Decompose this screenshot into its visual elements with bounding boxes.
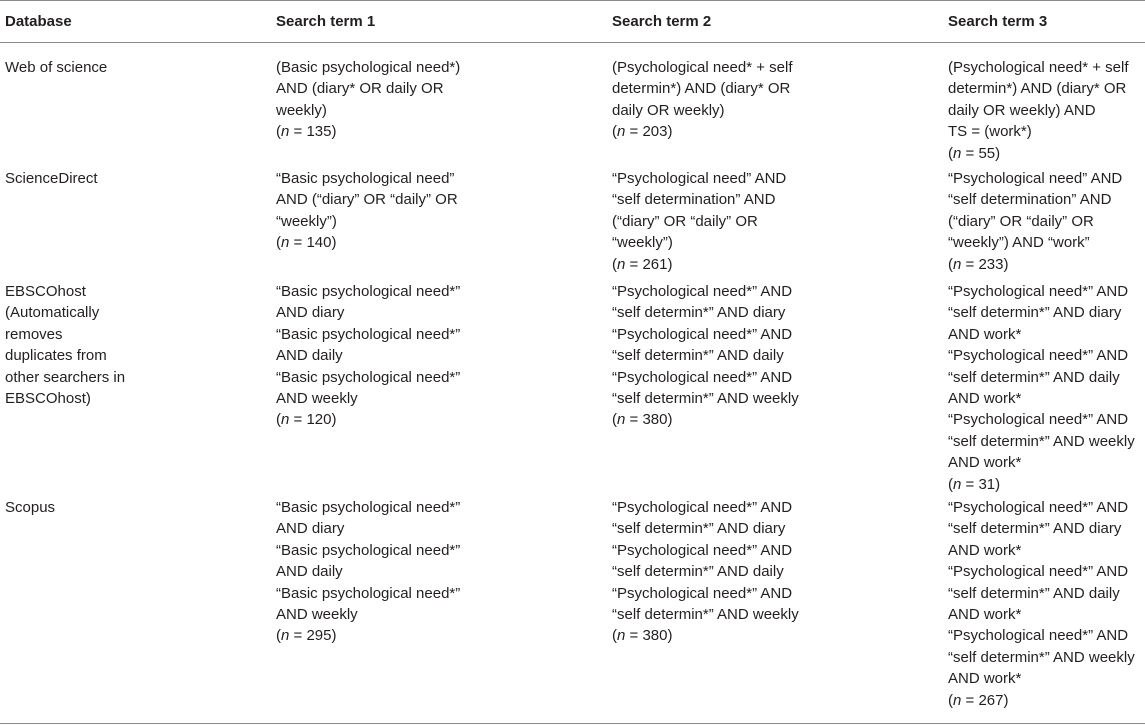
- database-cell: [5, 497, 250, 518]
- cell-text-line: “self determin*” AND weekly: [948, 648, 1135, 666]
- cell-text-line: ScienceDirect: [5, 170, 98, 187]
- n-value: 203: [642, 123, 668, 141]
- search-term-3-cell: [948, 497, 1145, 711]
- record-count: (n = 140): [276, 234, 337, 252]
- cell-text-line: AND work*: [948, 454, 1022, 472]
- record-count: (n = 31): [948, 475, 1001, 493]
- table-top-rule: [0, 0, 1145, 1]
- n-symbol: n: [281, 123, 290, 141]
- n-value: 295: [306, 627, 332, 645]
- n-symbol: n: [953, 475, 962, 493]
- n-value: 233: [978, 255, 1004, 273]
- cell-text-line: Scopus: [5, 499, 56, 516]
- n-symbol: n: [617, 255, 626, 273]
- n-value: 380: [642, 627, 668, 645]
- n-symbol: n: [281, 627, 290, 645]
- record-count: (n = 120): [276, 411, 337, 429]
- cell-text-line: AND daily: [276, 347, 343, 365]
- record-count: (n = 380): [612, 411, 673, 429]
- n-equals: =: [961, 475, 979, 493]
- cell-text-line: “self determin*” AND diary: [612, 520, 786, 538]
- cell-text-line: other searchers in: [5, 368, 126, 386]
- n-equals: =: [961, 691, 979, 709]
- cell-text-line: “Psychological need” AND: [948, 170, 1123, 187]
- header-search-term-3: Search term 3: [948, 13, 1048, 30]
- cell-text-line: (“diary” OR “daily” OR: [948, 212, 1094, 230]
- n-value: 380: [642, 411, 668, 429]
- n-value: 140: [306, 234, 332, 252]
- cell-text-line: (Basic psychological need*): [276, 59, 461, 76]
- search-term-3-cell: [948, 281, 1145, 495]
- n-equals: =: [289, 123, 307, 141]
- cell-text-line: “Basic psychological need*”: [276, 325, 461, 343]
- database-cell: [5, 57, 250, 78]
- cell-text-line: AND work*: [948, 325, 1022, 343]
- cell-text-line: AND work*: [948, 541, 1022, 559]
- cell-text-line: AND (diary* OR daily OR: [276, 80, 444, 98]
- n-symbol: n: [953, 255, 962, 273]
- n-equals: =: [289, 627, 307, 645]
- search-term-3-cell: [948, 57, 1145, 164]
- table-bottom-rule: [0, 723, 1145, 724]
- cell-text-line: “Psychological need*” AND: [948, 563, 1129, 581]
- cell-text-line: “self determination” AND: [612, 191, 776, 209]
- n-value: 31: [978, 475, 996, 493]
- record-count: (n = 135): [276, 123, 337, 141]
- cell-text-line: “Psychological need*” AND: [612, 584, 793, 602]
- n-value: 267: [978, 691, 1004, 709]
- cell-text-line: “Basic psychological need”: [276, 170, 455, 187]
- cell-text-line: “Basic psychological need*”: [276, 499, 461, 516]
- cell-text-line: “Psychological need*” AND: [948, 627, 1129, 645]
- cell-text-line: “Basic psychological need*”: [276, 584, 461, 602]
- cell-text-line: “weekly”) AND “work”: [948, 234, 1090, 252]
- n-symbol: n: [281, 234, 290, 252]
- cell-text-line: AND work*: [948, 670, 1022, 688]
- search-term-1-cell: [276, 57, 596, 143]
- cell-text-line: “Basic psychological need*”: [276, 283, 461, 300]
- cell-text-line: AND weekly: [276, 390, 358, 408]
- cell-text-line: AND diary: [276, 304, 345, 322]
- header-search-term-1: Search term 1: [276, 13, 376, 30]
- cell-text-line: “self determin*” AND daily: [612, 347, 784, 365]
- n-equals: =: [961, 255, 979, 273]
- cell-text-line: “self determin*” AND diary: [948, 520, 1122, 538]
- cell-text-line: TS = (work*): [948, 123, 1032, 141]
- cell-text-line: AND work*: [948, 390, 1022, 408]
- search-term-2-cell: [612, 168, 932, 275]
- cell-text-line: removes: [5, 325, 63, 343]
- cell-text-line: “Psychological need*” AND: [948, 499, 1129, 516]
- cell-text-line: AND work*: [948, 606, 1022, 624]
- cell-text-line: AND weekly: [276, 606, 358, 624]
- cell-text-line: (“diary” OR “daily” OR: [612, 212, 758, 230]
- search-term-2-cell: [612, 57, 932, 143]
- record-count: (n = 203): [612, 123, 673, 141]
- n-symbol: n: [953, 144, 962, 162]
- record-count: (n = 267): [948, 691, 1009, 709]
- cell-text-line: weekly): [276, 101, 327, 119]
- cell-text-line: AND diary: [276, 520, 345, 538]
- header-database: Database: [5, 13, 72, 30]
- n-value: 261: [642, 255, 668, 273]
- cell-text-line: “weekly”): [276, 212, 337, 230]
- cell-text-line: “Psychological need*” AND: [612, 368, 793, 386]
- cell-text-line: “Psychological need*” AND: [948, 347, 1129, 365]
- n-value: 55: [978, 144, 996, 162]
- cell-text-line: “self determin*” AND daily: [948, 368, 1120, 386]
- n-equals: =: [625, 411, 643, 429]
- search-term-1-cell: [276, 281, 596, 431]
- record-count: (n = 295): [276, 627, 337, 645]
- cell-text-line: determin*) AND (diary* OR: [948, 80, 1127, 98]
- n-symbol: n: [953, 691, 962, 709]
- cell-text-line: “Basic psychological need*”: [276, 541, 461, 559]
- cell-text-line: “self determin*” AND daily: [948, 584, 1120, 602]
- header-search-term-2: Search term 2: [612, 13, 712, 30]
- cell-text-line: “Psychological need” AND: [612, 170, 787, 187]
- cell-text-line: “Psychological need*” AND: [612, 283, 793, 300]
- n-equals: =: [625, 255, 643, 273]
- cell-text-line: determin*) AND (diary* OR: [612, 80, 791, 98]
- n-symbol: n: [617, 411, 626, 429]
- cell-text-line: duplicates from: [5, 347, 107, 365]
- n-equals: =: [289, 411, 307, 429]
- cell-text-line: “self determin*” AND diary: [612, 304, 786, 322]
- database-cell: [5, 281, 250, 409]
- table-header-rule: [0, 42, 1145, 43]
- n-equals: =: [625, 627, 643, 645]
- cell-text-line: AND daily: [276, 563, 343, 581]
- cell-text-line: daily OR weekly): [612, 101, 725, 119]
- cell-text-line: (Automatically: [5, 304, 100, 322]
- cell-text-line: EBSCOhost: [5, 283, 86, 300]
- cell-text-line: (Psychological need* + self: [612, 59, 793, 76]
- cell-text-line: “Psychological need*” AND: [612, 499, 793, 516]
- n-equals: =: [961, 144, 979, 162]
- n-symbol: n: [617, 627, 626, 645]
- cell-text-line: “weekly”): [612, 234, 673, 252]
- n-symbol: n: [281, 411, 290, 429]
- cell-text-line: AND (“diary” OR “daily” OR: [276, 191, 458, 209]
- record-count: (n = 233): [948, 255, 1009, 273]
- search-term-2-cell: [612, 281, 932, 431]
- record-count: (n = 55): [948, 144, 1001, 162]
- cell-text-line: “Psychological need*” AND: [948, 411, 1129, 429]
- record-count: (n = 380): [612, 627, 673, 645]
- n-value: 120: [306, 411, 332, 429]
- cell-text-line: (Psychological need* + self: [948, 59, 1129, 76]
- cell-text-line: Web of science: [5, 59, 108, 76]
- database-cell: [5, 168, 250, 189]
- search-term-2-cell: [612, 497, 932, 647]
- cell-text-line: “self determin*” AND weekly: [612, 390, 799, 408]
- record-count: (n = 261): [612, 255, 673, 273]
- cell-text-line: “Psychological need*” AND: [948, 283, 1129, 300]
- n-equals: =: [625, 123, 643, 141]
- cell-text-line: “Psychological need*” AND: [612, 541, 793, 559]
- cell-text-line: “self determin*” AND daily: [612, 563, 784, 581]
- cell-text-line: “self determin*” AND weekly: [948, 432, 1135, 450]
- cell-text-line: “Psychological need*” AND: [612, 325, 793, 343]
- cell-text-line: daily OR weekly) AND: [948, 101, 1096, 119]
- cell-text-line: “Basic psychological need*”: [276, 368, 461, 386]
- search-term-1-cell: [276, 497, 596, 647]
- cell-text-line: “self determin*” AND diary: [948, 304, 1122, 322]
- n-symbol: n: [617, 123, 626, 141]
- search-term-3-cell: [948, 168, 1145, 275]
- cell-text-line: “self determin*” AND weekly: [612, 606, 799, 624]
- cell-text-line: “self determination” AND: [948, 191, 1112, 209]
- search-term-1-cell: [276, 168, 596, 254]
- n-value: 135: [306, 123, 332, 141]
- n-equals: =: [289, 234, 307, 252]
- cell-text-line: EBSCOhost): [5, 390, 91, 408]
